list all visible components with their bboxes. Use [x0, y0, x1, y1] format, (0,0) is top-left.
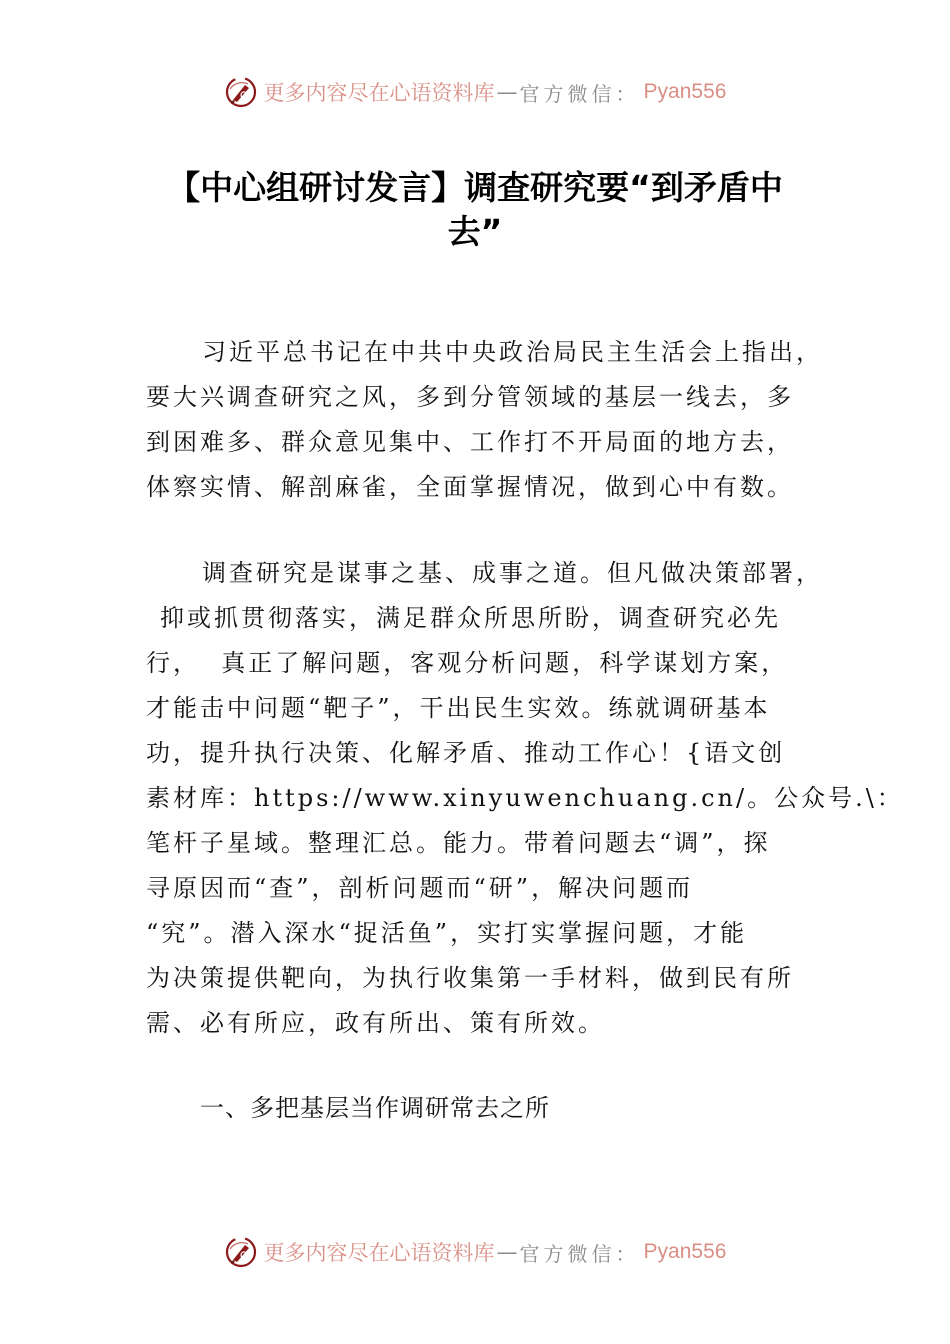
- wechat-label: 官方微信：: [519, 1241, 640, 1266]
- header-promo-banner: [0, 72, 950, 112]
- paragraph-line: 行， 真正了解问题，客观分析问题，科学谋划方案，: [146, 649, 789, 677]
- separator-dash: —: [496, 80, 518, 104]
- paragraph-line: 需、必有所应，政有所出、策有所效。: [146, 1009, 605, 1037]
- wechat-label: 官方微信：: [519, 81, 640, 106]
- quill-pen-logo-icon: [224, 75, 258, 109]
- document-title: [0, 166, 950, 254]
- paragraph-line: 为决策提供靶向，为执行收集第一手材料，做到民有所: [146, 964, 794, 992]
- paragraph-line: 素材库：https://www.xinyuwenchuang.cn/。公众号.\：: [146, 784, 904, 812]
- wechat-id: Pyan556: [643, 1240, 727, 1263]
- paragraph-line: 功，提升执行决策、化解矛盾、推动工作心！{语文创: [146, 739, 786, 767]
- quill-pen-logo-icon: [224, 1235, 258, 1269]
- paragraph-1: [146, 330, 846, 510]
- footer-promo-banner: [0, 1232, 950, 1272]
- paragraph-line: 习近平总书记在中共中央政治局民主生活会上指出，: [202, 338, 823, 366]
- paragraph-2: [146, 551, 904, 1046]
- paragraph-line: 才能击中问题“靶子”，干出民生实效。练就调研基本: [146, 694, 771, 722]
- title-line-2: 去”: [447, 212, 503, 251]
- wechat-id: Pyan556: [643, 80, 727, 103]
- paragraph-line: 笔杆子星域。整理汇总。能力。带着问题去“调”，探: [146, 829, 771, 857]
- paragraph-line: 到困难多、群众意见集中、工作打不开局面的地方去，: [146, 428, 794, 456]
- paragraph-line: 调查研究是谋事之基、成事之道。但凡做决策部署，: [202, 559, 823, 587]
- paragraph-line: “究”。潜入深水“捉活鱼”，实打实掌握问题，才能: [146, 919, 748, 947]
- section-heading: 一、多把基层当作调研常去之所: [200, 1094, 550, 1122]
- paragraph-line: 体察实情、解剖麻雀，全面掌握情况，做到心中有数。: [146, 473, 794, 501]
- paragraph-line: 抑或抓贯彻落实，满足群众所思所盼，调查研究必先: [160, 604, 781, 632]
- title-line-1: 【中心组研讨发言】调查研究要“到矛盾中: [167, 168, 783, 207]
- paragraph-line: 要大兴调查研究之风，多到分管领域的基层一线去，多: [146, 383, 794, 411]
- promo-text: 更多内容尽在心语资料库: [263, 81, 495, 105]
- paragraph-line: 寻原因而“查”，剖析问题而“研”，解决问题而: [146, 874, 694, 902]
- separator-dash: —: [496, 1240, 518, 1264]
- promo-text: 更多内容尽在心语资料库: [263, 1241, 495, 1265]
